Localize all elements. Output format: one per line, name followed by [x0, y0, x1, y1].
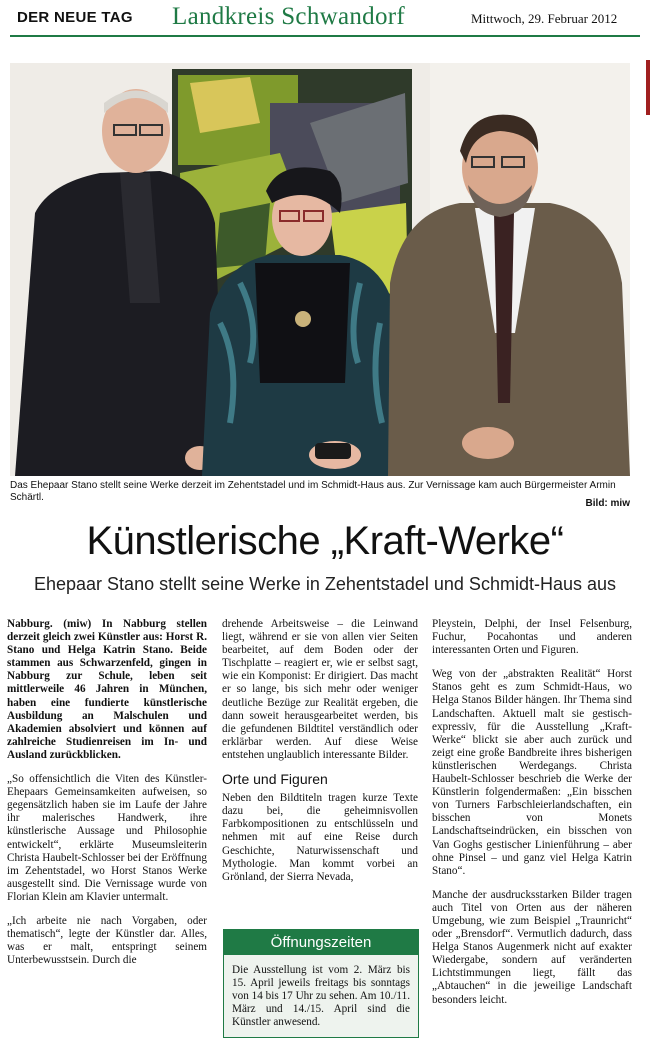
subheadline: Ehepaar Stano stellt seine Werke in Zehentstadel und Schmidt-Haus aus: [34, 574, 616, 594]
section-title: Orte und Figuren: [222, 771, 328, 788]
issue-date: Mittwoch, 29. Februar 2012: [471, 11, 618, 26]
body-paragraph: „Ich arbeite nie nach Vorgaben, oder thematisch“, legte der Künstler dar. Alles, was er malt, entspringt seinem Unterbewusstsein. Durch die: [7, 914, 207, 967]
newspaper-name: DER NEUE TAG: [17, 9, 133, 26]
opening-hours-box: [223, 929, 419, 1038]
article-photo: [10, 63, 630, 476]
photo-credit: Bild: miw: [585, 498, 630, 509]
page-edge-marker: [646, 60, 650, 115]
photo-illustration: [10, 63, 630, 476]
article-column-3: [432, 618, 632, 1018]
headline: Künstlerische „Kraft-Werke“: [86, 519, 564, 563]
lead-paragraph: Nabburg. (miw) In Nabburg stellen derzeit gleich zwei Künstler aus: Horst R. Stano und Helga Katrin Stano. Beide stammen aus Schwarzenfeld, gingen in Nabburg zur Schule, leben seit mittlerweile 46 Jahren in München, haben eine fundierte künstlerische Ausbildung an Malschulen und Akademien absolviert und können auf zahlreiche Studienreisen im In- und Ausland zurückblicken.: [7, 618, 207, 761]
body-paragraph: Pleystein, Delphi, der Insel Felsenburg, Fuchur, Pocahontas und anderen interessanten Orten und Figuren.: [432, 618, 632, 657]
article-column-2: [222, 618, 418, 895]
opening-hours-title: Öffnungszeiten: [224, 930, 418, 955]
article-column-1: [7, 618, 207, 978]
masthead-rule: [10, 35, 640, 37]
photo-caption: Das Ehepaar Stano stellt seine Werke derzeit im Zehentstadel und im Schmidt-Haus aus. Zur Vernissage kam auch Bürgermeister Armin Schärtl.: [10, 480, 616, 503]
masthead: [0, 0, 650, 36]
body-paragraph: Weg von der „abstrakten Realität“ Horst Stanos geht es zum Schmidt-Haus, wo Helga Stanos Bilder hängen. Ihr Thema sind Landschaften. Aktuell malt sie gestisch-expressiv, für die Ausstellung „Kraft-Werke“ blickt sie aber auch zurück und zeigt eine große Bandbreite ihres bisherigen künstlerischen Werdegangs. Christa Haubelt-Schlosser beschrieb die Werke der Künstlerin folgendermaßen: „Ein bisschen von Turners Farbschleierlandschaften, ein bisschen von Monets Landschaftseindrücken, ein bisschen von Van Goghs gestischer Linienführung – aber ohne Pinsel – und ganz viel Helga Katrin Stano“.: [432, 668, 632, 877]
body-paragraph: Manche der ausdrucksstarken Bilder tragen auch Titel von Orten aus der näheren Umgebung, wie zum Beispiel „Traunricht“ oder „Brensdorf“. Vermutlich dadurch, dass Helga Stanos Augenmerk nicht auf exakter Wiedergabe, sondern auf veränderten Lichtstimmungen liegt, fällt das „Abtauchen“ in die jeweilige Landschaft besonders leicht.: [432, 888, 632, 1006]
opening-hours-text: Die Ausstellung ist vom 2. März bis 15. April jeweils freitags bis sonntags von 14 bis 17 Uhr zu sehen. Am 10./11. März und 14./15. April sind die Künstler anwesend.: [232, 964, 410, 1029]
body-paragraph: drehende Arbeitsweise – die Leinwand liegt, während er sie von allen vier Seiten bearbeitet, auf dem Boden oder der Tischplatte – reagiert er, wie er selbst sagt, wie ein Komponist: Er dirigiert. Das macht er so lange, bis sich mehr oder weniger deutliche Bezüge zur Realität ergeben, die dann soweit herausgearbeitet werden, bis die gefundenen Bildtitel verständlich oder erklärbar werden. Auf diese Weise entstehen unglaublich interessante Bilder.: [222, 618, 418, 761]
body-paragraph: „So offensichtlich die Viten des Künstler-Ehepaars Gemeinsamkeiten aufweisen, so gegensätzlich haben sie im Laufe der Jahre ihr malerisches Handwerk, ihre künstlerische Aussage und Philosophie entwickelt“, erklärte Museumsleiterin Christa Haubelt-Schlosser bei der Eröffnung im Zehentstadel, wo Horst Stanos Werke ausgestellt sind. Die Vernissage wurde von Florian Klein am Klavier untermalt.: [7, 773, 207, 903]
region-title: Landkreis Schwandorf: [172, 3, 406, 30]
body-paragraph: Neben den Bildtiteln tragen kurze Texte dazu bei, die geheimnisvollen Farbkompositionen zu entschlüsseln und nehmen mit auf eine Reise durch Geschichte, Naturwissenschaft und Mythologie. Man kommt vorbei an Grönland, der Sierra Nevada,: [222, 792, 418, 883]
